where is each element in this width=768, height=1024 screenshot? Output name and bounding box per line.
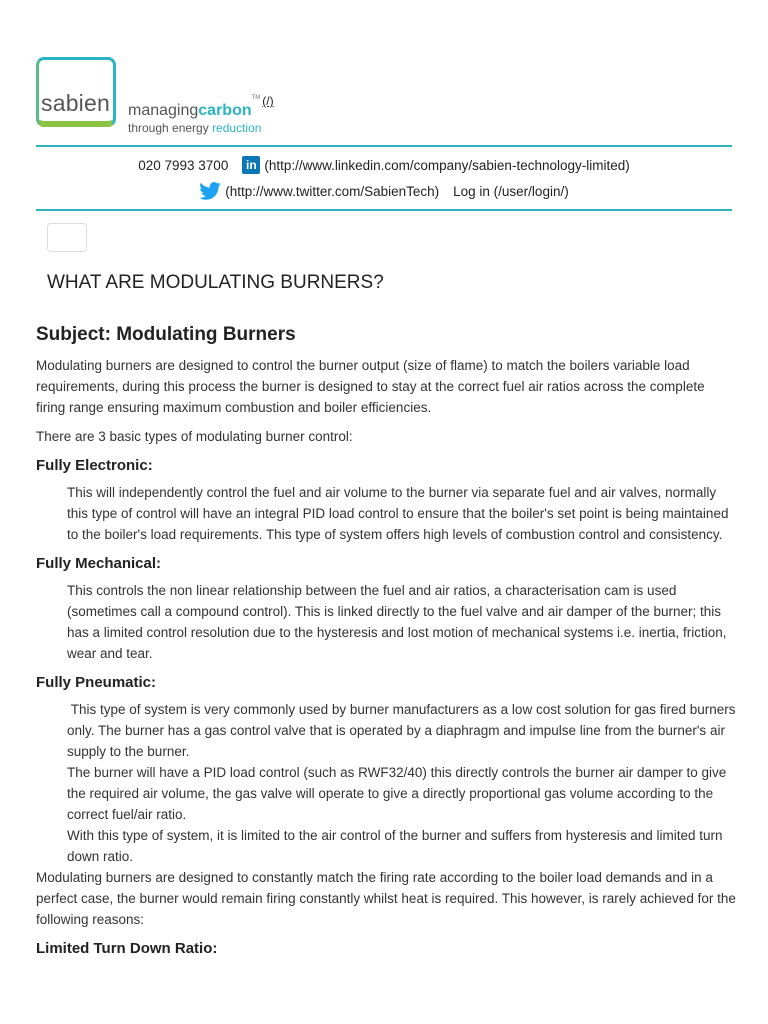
tagline2-prefix: through energy — [128, 121, 213, 135]
trademark: TM — [251, 95, 261, 101]
section-paragraph: This type of system is very commonly used by burner manufacturers as a low cost solution for gas fired burners only. The burner has a gas control valve that is operated by a diaphragm and impulse line from the burner's air supply to the burner. — [67, 702, 740, 759]
types-intro: There are 3 basic types of modulating burner control: — [36, 429, 353, 444]
section-paragraph: The burner will have a PID load control (such as RWF32/40) this directly controls the burner air damper to give the required air volume, the gas valve will operate to give a directly proportional gas volume according to the correct fuel/air ratio. — [67, 765, 727, 822]
header-bottom-rule — [36, 209, 732, 211]
logo-tagline — [128, 95, 274, 134]
site-logo[interactable] — [36, 57, 274, 134]
section-paragraph: With this type of system, it is limited to the air control of the burner and suffers from hysteresis and limited turn down ratio. — [67, 828, 723, 864]
subject-heading: Subject: Modulating Burners — [36, 324, 296, 345]
linkedin-icon[interactable]: in — [242, 156, 260, 174]
section-heading-electronic: Fully Electronic: — [36, 457, 153, 474]
login-link[interactable]: Log in (/user/login/) — [453, 183, 569, 199]
home-link[interactable]: (/) — [262, 94, 274, 108]
contact-row-2 — [0, 181, 768, 201]
twitter-icon[interactable] — [199, 182, 221, 200]
section-body-electronic — [67, 482, 736, 545]
tagline-bold: carbon — [198, 102, 252, 119]
intro-paragraph: Modulating burners are designed to control the burner output (size of flame) to match the boilers variable load requirements, during this process the burner is designed to stay at the correct fuel air ratios across the complete firing range ensuring maximum combustion and boiler efficiencies. — [36, 358, 705, 415]
tagline-prefix: managing — [128, 102, 199, 119]
section-heading-pneumatic: Fully Pneumatic: — [36, 674, 157, 691]
menu-toggle-button[interactable] — [47, 223, 87, 252]
twitter-link[interactable]: (http://www.twitter.com/SabienTech) — [225, 183, 440, 199]
article-body — [36, 355, 740, 965]
section-heading-mechanical: Fully Mechanical: — [36, 555, 162, 572]
linkedin-link[interactable]: (http://www.linkedin.com/company/sabien-technology-limited) — [264, 157, 630, 173]
header-top-rule — [36, 145, 732, 147]
contact-row-1 — [0, 155, 768, 175]
section-paragraph: This controls the non linear relationship between the fuel and air ratios, a characterisation cam is used (sometimes call a compound control). This is linked directly to the fuel valve and air damper of the burner; this has a limited control resolution due to the hysteresis and lost motion of mechanical systems i.e. inertia, friction, wear and tear. — [67, 583, 727, 661]
section-heading-turndown: Limited Turn Down Ratio: — [36, 940, 218, 957]
phone-number[interactable]: 020 7993 3700 — [138, 157, 229, 173]
page-title: WHAT ARE MODULATING BURNERS? — [47, 272, 384, 293]
sabien-logo-mark — [36, 57, 116, 127]
section-body-mechanical — [67, 580, 736, 664]
logo-word: sabien — [41, 90, 110, 116]
closing-paragraph: Modulating burners are designed to constantly match the firing rate according to the boiler load demands and in a perfect case, the burner would remain firing constantly whilst heat is required. This however, is rarely achieved for the following reasons: — [36, 870, 736, 927]
section-paragraph: This will independently control the fuel and air volume to the burner via separate fuel and air valves, normally this type of control will have an integral PID load control to ensure that the boiler's set point is being maintained to the boiler's load requirements. This type of system offers high levels of combustion control and consistency. — [67, 485, 729, 542]
tagline2-accent: reduction — [212, 121, 262, 135]
section-body-pneumatic — [67, 699, 740, 867]
